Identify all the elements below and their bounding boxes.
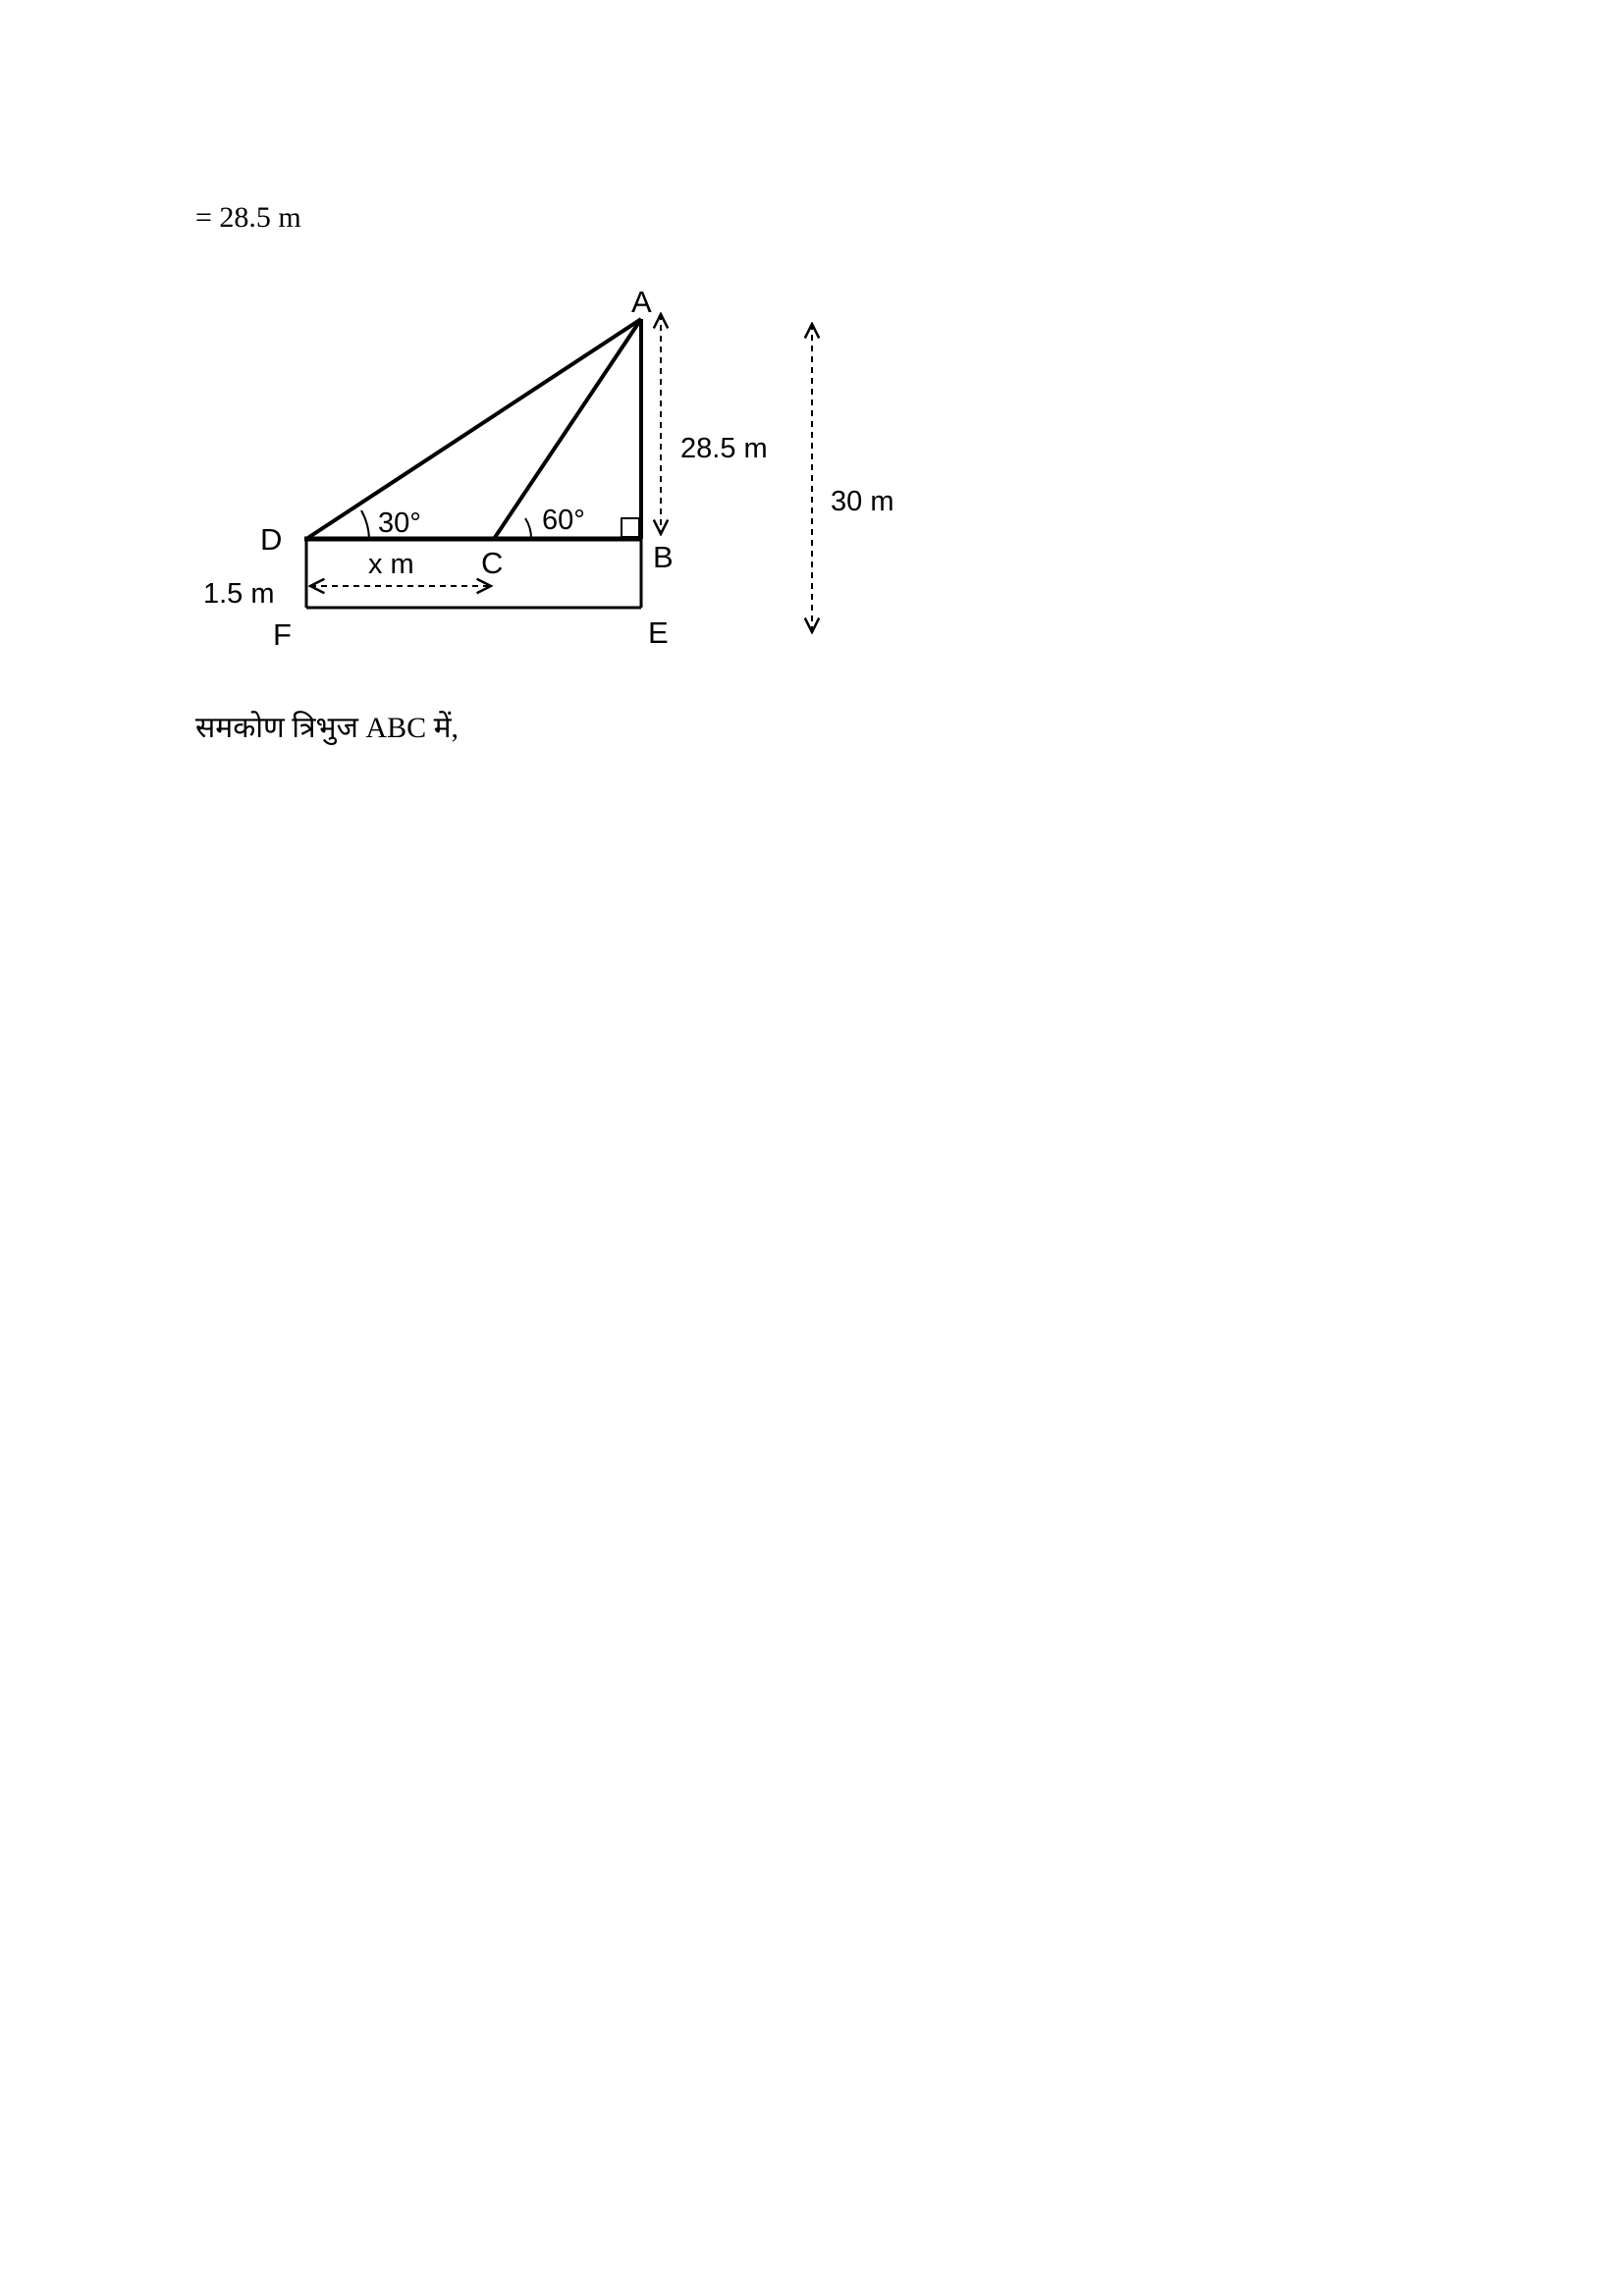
tower-angle-diagram: [187, 275, 952, 658]
right-angle-marker: [622, 518, 639, 537]
point-label-c: C: [481, 546, 504, 580]
angle-arc-d: [361, 510, 369, 539]
height-label-df: 1.5 m: [203, 578, 275, 610]
height-label-total: 30 m: [831, 486, 894, 517]
length-label-dc: x m: [368, 549, 414, 580]
point-label-e: E: [648, 615, 669, 650]
angle-label-c: 60°: [542, 505, 585, 536]
line-da: [306, 319, 641, 539]
point-label-d: D: [260, 522, 283, 557]
point-label-a: A: [631, 285, 652, 319]
angle-label-d: 30°: [378, 507, 421, 539]
angle-arc-c: [525, 518, 531, 539]
triangle-abc-line: समकोण त्रिभुज ABC में,: [195, 712, 460, 744]
point-label-f: F: [273, 617, 292, 652]
point-label-b: B: [653, 540, 674, 574]
height-label-ab: 28.5 m: [680, 433, 768, 464]
result-line: = 28.5 m: [195, 201, 301, 234]
